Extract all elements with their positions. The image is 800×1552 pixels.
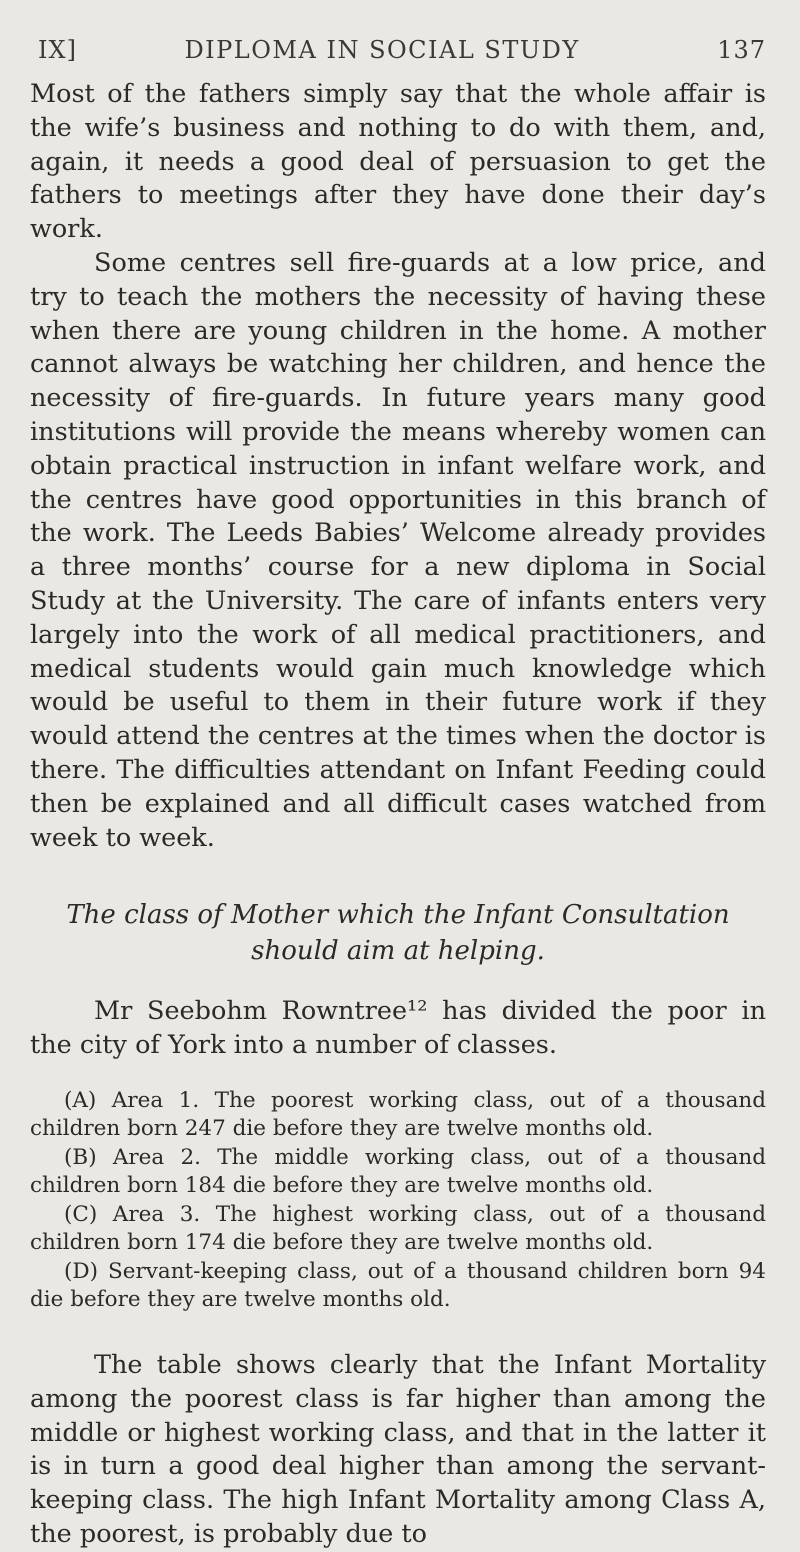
class-item-b: (B) Area 2. The middle working class, out of a thousand children born 184 die before they are twelve months old. (30, 1144, 766, 1199)
class-list (30, 1087, 766, 1315)
chapter-number: IX] (38, 36, 77, 64)
paragraph-fire-guards: Some centres sell fire-guards at a low price, and try to teach the mothers the necessity of having these when there are young children in the home. A mother cannot always be watching her children, and hence the necessity of fire-guards. In future years many good institutions will provide the means whereby women can obtain practical instruction in infant welfare work, and the centres have good opportunities in this branch of the work. The Leeds Babies’ Welcome already provides a three months’ course for a new diploma in Social Study at the University. The care of infants enters very largely into the work of all medical practitioners, and medical students would gain much knowledge which would be useful to them in their future work if they would attend the centres at the times when the doctor is there. The difficulties attendant on Infant Feeding could then be explained and all difficult cases watched from week to week. (30, 247, 766, 853)
paragraph-rowntree: Mr Seebohm Rowntree¹² has divided the poor in the city of York into a number of classes. (30, 996, 766, 1061)
paragraph-mortality-table: The table shows clearly that the Infant Mortality among the poorest class is far higher than among the middle or highest working class, and that in the latter it is in turn a good deal higher than among the servant-keeping class. The high Infant Mortality among Class A, the poorest, is probably due to (30, 1349, 766, 1549)
running-title: DIPLOMA IN SOCIAL STUDY (184, 36, 580, 64)
page-number: 137 (717, 36, 766, 64)
class-item-a: (A) Area 1. The poorest working class, out of a thousand children born 247 die before they are twelve months old. (30, 1087, 766, 1142)
class-item-d: (D) Servant-keeping class, out of a thousand children born 94 die before they are twelve months old. (30, 1258, 766, 1313)
class-item-c: (C) Area 3. The highest working class, out of a thousand children born 174 die before they are twelve months old. (30, 1201, 766, 1256)
paragraph-fathers: Most of the fathers simply say that the whole affair is the wife’s business and nothing to do with them, and, again, it needs a good deal of persuasion to get the fathers to meetings after they have done their day’s work. (30, 79, 766, 245)
section-heading: The class of Mother which the Infant Consultation should aim at helping. (66, 900, 730, 967)
running-head (30, 36, 766, 64)
